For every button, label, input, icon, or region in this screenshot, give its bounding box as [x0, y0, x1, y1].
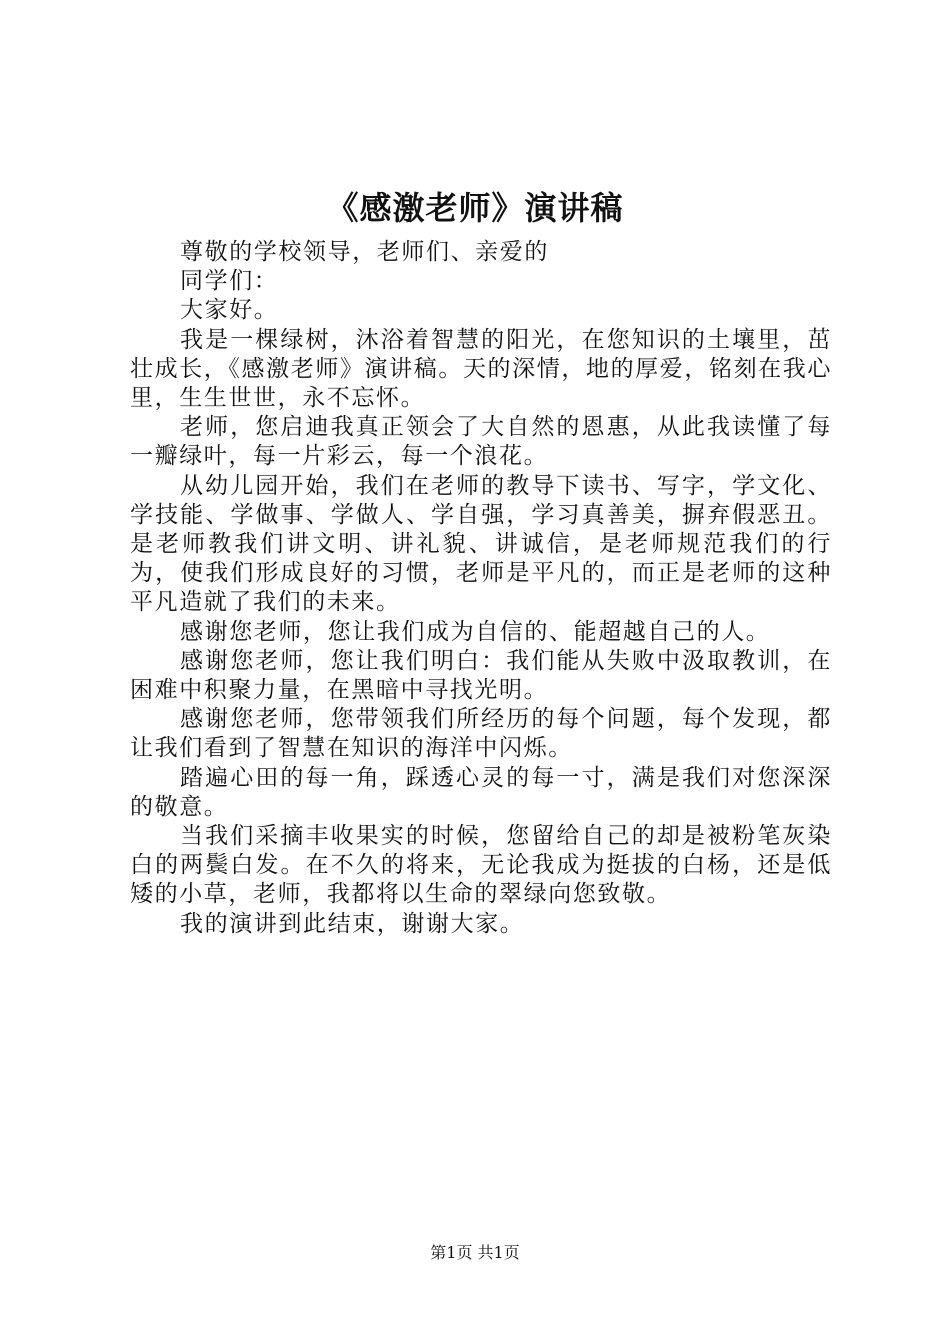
paragraph-body: 从幼儿园开始，我们在老师的教导下读书、写字，学文化、学技能、学做事、学做人、学自强，学习真善美，摒弃假恶丑。是老师教我们讲文明、讲礼貌、讲诚信，是老师规范我们的行为，使我们形成良好的习惯，老师是平凡的，而正是老师的这种平凡造就了我们的未来。	[130, 472, 832, 616]
paragraph-body: 感谢您老师，您让我们成为自信的、能超越自己的人。	[180, 618, 771, 645]
document-title: 《感激老师》演讲稿	[326, 189, 624, 227]
paragraph-salutation: 尊敬的学校领导，老师们、亲爱的	[180, 239, 549, 265]
paragraph-salutation-cont: 同学们：	[180, 268, 279, 295]
paragraph-closing: 我的演讲到此结束，谢谢大家。	[180, 910, 525, 937]
paragraph-body: 踏遍心田的每一角，踩透心灵的每一寸，满是我们对您深深的敬意。	[130, 764, 832, 820]
page-footer: 第1页 共1页	[430, 1243, 520, 1262]
document-body	[130, 238, 832, 939]
paragraph-body: 我是一棵绿树，沐浴着智慧的阳光，在您知识的土壤里，茁壮成长，《感激老师》演讲稿。天的深情，地的厚爱，铭刻在我心里，生生世世，永不忘怀。	[130, 326, 832, 412]
paragraph-body: 感谢您老师，您让我们明白：我们能从失败中汲取教训，在困难中积聚力量，在黑暗中寻找光明。	[130, 647, 832, 704]
paragraph-body: 老师，您启迪我真正领会了大自然的恩惠，从此我读懂了每一瓣绿叶，每一片彩云，每一个浪花。	[130, 414, 832, 470]
paragraph-body: 感谢您老师，您带领我们所经历的每个问题，每个发现，都让我们看到了智慧在知识的海洋中闪烁。	[130, 706, 832, 762]
paragraph-body: 当我们采摘丰收果实的时候，您留给自己的却是被粉笔灰染白的两鬓白发。在不久的将来，无论我成为挺拔的白杨，还是低矮的小草，老师，我都将以生命的翠绿向您致敬。	[130, 823, 832, 908]
paragraph-greeting: 大家好。	[180, 297, 279, 324]
